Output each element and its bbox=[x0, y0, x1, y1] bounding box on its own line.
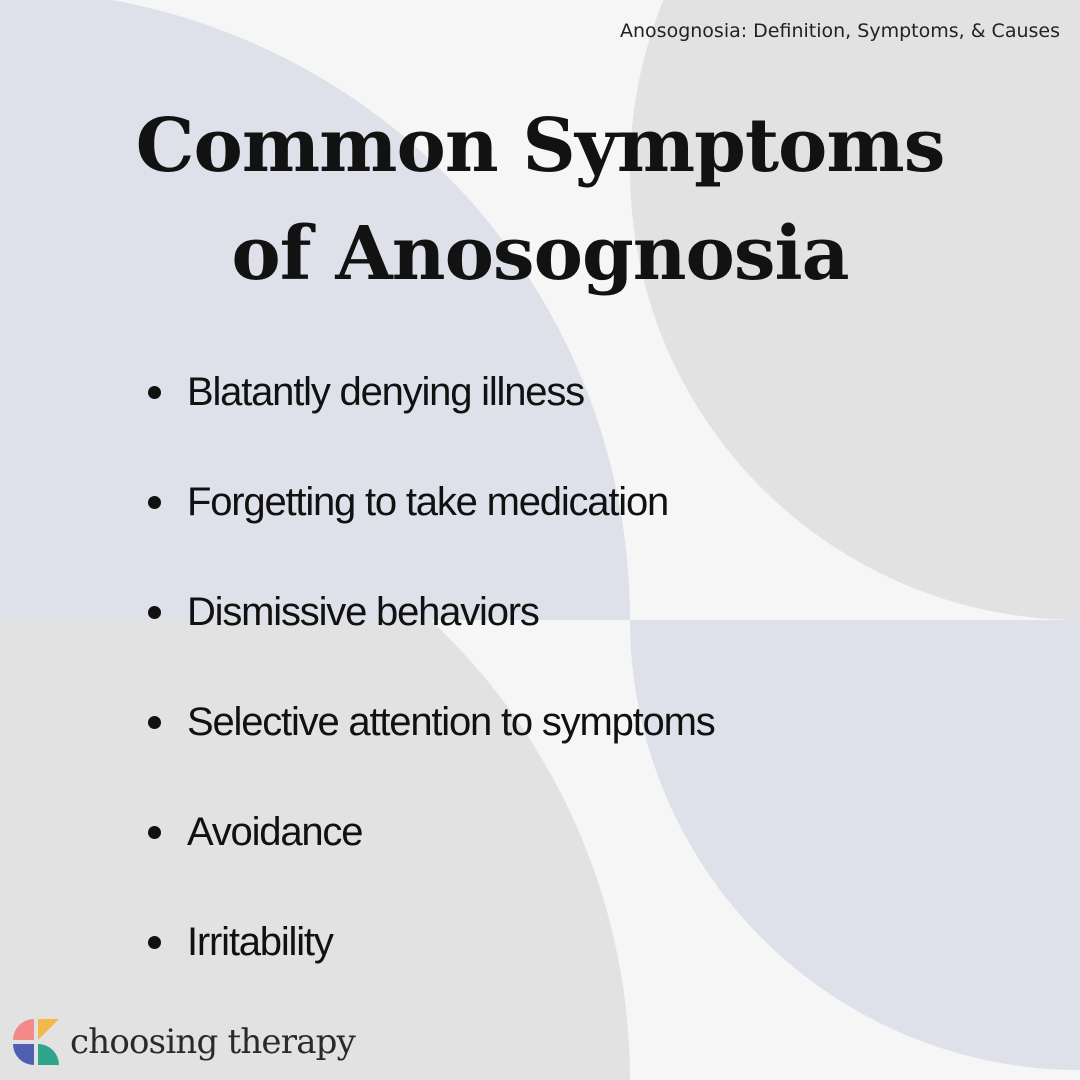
choosing-therapy-logo-icon bbox=[12, 1018, 60, 1066]
title-line-1: Common Symptoms bbox=[135, 103, 945, 189]
title-line-2: of Anosognosia bbox=[231, 211, 849, 297]
symptom-text: Selective attention to symptoms bbox=[187, 699, 715, 744]
list-item bbox=[148, 557, 715, 667]
bullet-icon bbox=[148, 826, 161, 839]
list-item bbox=[148, 887, 715, 997]
symptom-list bbox=[148, 337, 715, 997]
page-title bbox=[0, 92, 1080, 308]
brand-footer bbox=[12, 1018, 355, 1066]
bullet-icon bbox=[148, 936, 161, 949]
bullet-icon bbox=[148, 386, 161, 399]
list-item bbox=[148, 667, 715, 777]
symptom-text: Dismissive behaviors bbox=[187, 589, 539, 634]
list-item bbox=[148, 337, 715, 447]
brand-name: choosing therapy bbox=[70, 1022, 356, 1062]
bullet-icon bbox=[148, 606, 161, 619]
symptom-text: Avoidance bbox=[187, 809, 363, 854]
list-item bbox=[148, 777, 715, 887]
symptom-text: Irritability bbox=[187, 919, 333, 964]
list-item bbox=[148, 447, 715, 557]
symptom-text: Blatantly denying illness bbox=[187, 369, 584, 414]
bullet-icon bbox=[148, 716, 161, 729]
article-title-label: Anosognosia: Definition, Symptoms, & Causes bbox=[620, 20, 1060, 42]
symptom-text: Forgetting to take medication bbox=[187, 479, 669, 524]
bullet-icon bbox=[148, 496, 161, 509]
